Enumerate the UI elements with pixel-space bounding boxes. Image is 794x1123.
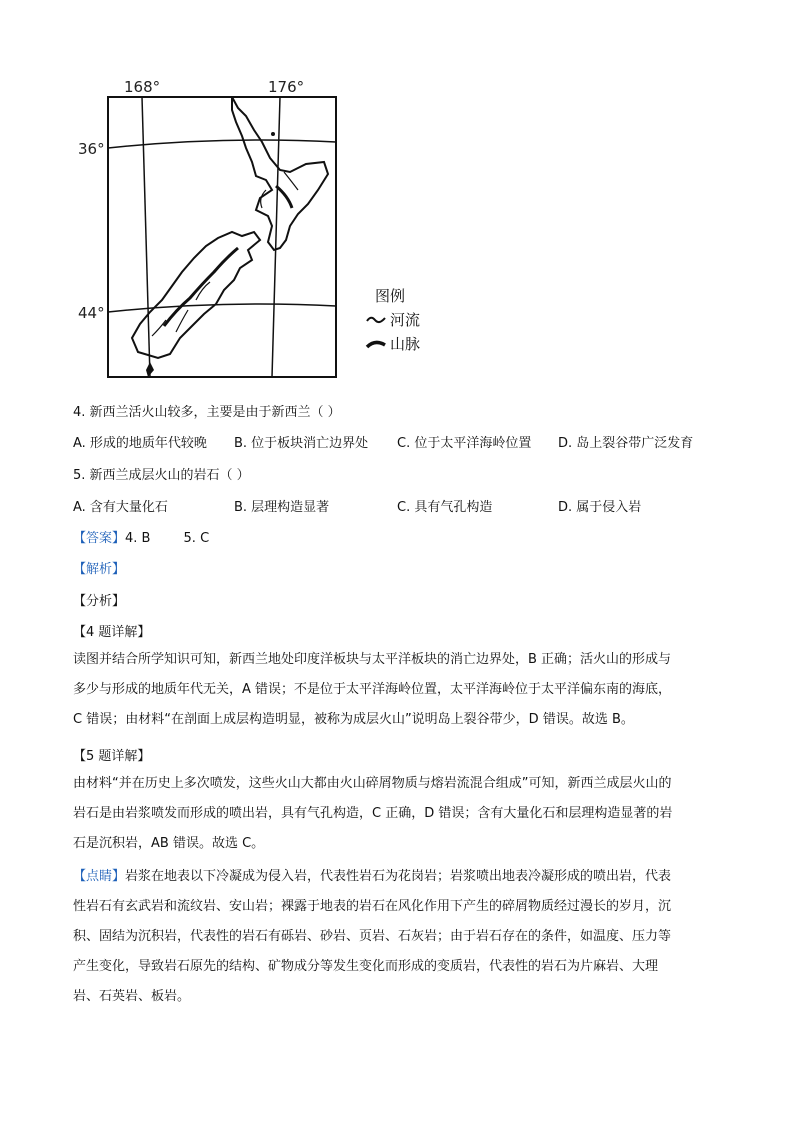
lon-label-176: 176° (268, 78, 305, 96)
map-legend (365, 284, 420, 356)
south-island-outline (132, 232, 260, 358)
meridian-176 (272, 97, 280, 377)
q5-option-b: B. 层理构造显著 (234, 500, 330, 515)
river-4 (261, 190, 266, 208)
lon-label-168: 168° (124, 78, 161, 96)
lat-label-44: 44° (78, 304, 105, 322)
answer-text: 4. B 5. C (125, 531, 210, 546)
detail4-paragraph (73, 645, 723, 735)
question-4-stem: 4. 新西兰活火山较多，主要是由于新西兰（ ） (73, 405, 341, 420)
q5-option-d: D. 属于侵入岩 (558, 500, 642, 515)
q4-option-d: D. 岛上裂谷带广泛发育 (558, 436, 694, 451)
detail5-line: 石是沉积岩，AB 错误。故选 C。 (73, 836, 265, 851)
legend-item-mountain (365, 332, 420, 356)
legend-item-river (365, 308, 420, 332)
map-svg (76, 74, 346, 384)
detail5-paragraph (73, 769, 723, 859)
detail4-line: 多少与形成的地质年代无关，A 错误；不是位于太平洋海岭位置，太平洋海岭位于太平洋偏东南的海底， (73, 682, 672, 697)
fenxi-tag: 【分析】 (73, 594, 126, 609)
detail4-line: C 错误；由材料“在剖面上成层构造明显，被称为成层火山”说明岛上裂谷带少，D 错误。故选 B。 (73, 712, 634, 727)
q4-option-a: A. 形成的地质年代较晚 (73, 436, 207, 451)
parallel-44 (108, 304, 336, 312)
tips-line: 性岩石有玄武岩和流纹岩、安山岩；裸露于地表的岩石在风化作用下产生的碎屑物质经过漫长的岁月，沉 (73, 899, 672, 914)
river-5 (284, 172, 298, 190)
detail4-line: 读图并结合所学知识可知，新西兰地处印度洋板块与太平洋板块的消亡边界处，B 正确；活火山的形成与 (73, 652, 672, 667)
river-1 (152, 320, 166, 336)
answer-line (73, 527, 209, 546)
tips-first-line (73, 862, 723, 892)
legend-label-river: 河流 (390, 311, 421, 329)
mountain-symbol-icon (365, 337, 387, 351)
lake-dot (271, 132, 275, 136)
tips-line: 积、固结为沉积岩，代表性的岩石有砾岩、砂岩、页岩、石灰岩；由于岩石存在的条件，如温度、压力等 (73, 929, 672, 944)
q4-option-b: B. 位于板块消亡边界处 (234, 436, 369, 451)
detail5-tag: 【5 题详解】 (73, 749, 151, 764)
tips-line: 岩、石英岩、板岩。 (73, 989, 191, 1004)
parallel-36 (108, 140, 336, 148)
tips-tag: 【点睛】 (73, 869, 126, 884)
tips-line: 产生变化，导致岩石原先的结构、矿物成分等发生变化而形成的变质岩，代表性的岩石为片麻岩、大理 (73, 959, 659, 974)
tips-paragraph (73, 862, 723, 1012)
north-island-ranges (276, 186, 292, 208)
detail5-line: 岩石是由岩浆喷发而形成的喷出岩，具有气孔构造，C 正确，D 错误；含有大量化石和层理构造显著的岩 (73, 806, 673, 821)
river-symbol-icon (365, 313, 387, 327)
new-zealand-map (76, 74, 346, 384)
q5-option-c: C. 具有气孔构造 (397, 500, 493, 515)
question-5-stem: 5. 新西兰成层火山的岩石（ ） (73, 468, 250, 483)
detail5-line: 由材料“并在历史上多次喷发，这些火山大都由火山碎屑物质与熔岩流混合组成”可知，新西兰成层火山的 (73, 776, 672, 791)
river-2 (176, 310, 188, 332)
legend-title: 图例 (375, 287, 406, 305)
q4-option-c: C. 位于太平洋海岭位置 (397, 436, 532, 451)
legend-label-mountain: 山脉 (390, 335, 421, 353)
detail4-tag: 【4 题详解】 (73, 625, 151, 640)
tips-first-text: 岩浆在地表以下冷凝成为侵入岩，代表性岩石为花岗岩；岩浆喷出地表冷凝形成的喷出岩，代表 (125, 869, 672, 884)
lat-label-36: 36° (78, 140, 105, 158)
answer-tag: 【答案】 (73, 531, 126, 546)
meridian-168 (142, 97, 150, 377)
analysis-tag: 【解析】 (73, 562, 126, 577)
q5-option-a: A. 含有大量化石 (73, 500, 168, 515)
